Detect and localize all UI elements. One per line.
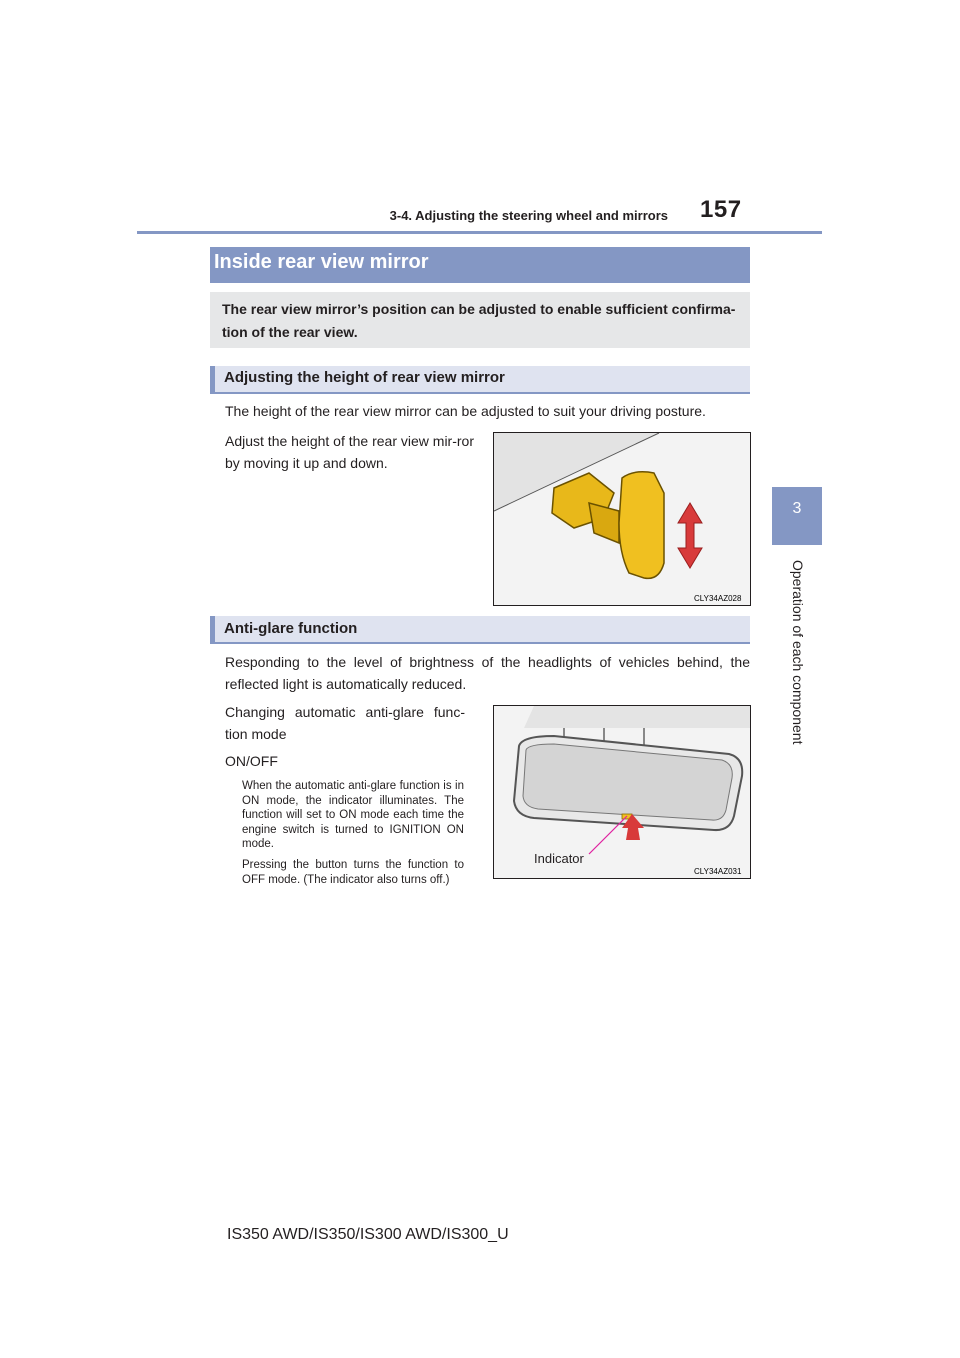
antiglare-figure: [493, 705, 751, 879]
page-title: Inside rear view mirror: [214, 251, 429, 273]
intro-text: The rear view mirror’s position can be adjusted to enable sufficient confirma-tion of the rear view.: [222, 301, 736, 340]
svg-text:CLY34AZ031: CLY34AZ031: [694, 867, 742, 876]
onoff-label: ON/OFF: [225, 753, 278, 769]
running-header: 3-4. Adjusting the steering wheel and mirrors: [389, 208, 668, 223]
antiglare-paragraph: Responding to the level of brightness of the headlights of vehicles behind, the reflected light is automatically reduced.: [225, 654, 750, 692]
height-instruction: Adjust the height of the rear view mir-ror by moving it up and down.: [225, 433, 474, 471]
antiglare-illustration: [494, 706, 750, 878]
subheading-accent: [210, 616, 215, 644]
antiglare-mode-label: Changing automatic anti-glare func-tion mode: [225, 704, 465, 742]
subheading-accent: [210, 366, 215, 394]
svg-text:Indicator: Indicator: [534, 851, 584, 866]
chapter-number: 3: [792, 500, 802, 517]
antiglare-note-on: When the automatic anti-glare function is in ON mode, the indicator illuminates. The function will set to ON mode each time the engine switch is turned to IGNITION ON mode.: [242, 780, 464, 850]
model-footer: IS350 AWD/IS350/IS300 AWD/IS300_U: [227, 1226, 509, 1243]
antiglare-note-off: Pressing the button turns the function to OFF mode. (The indicator also turns off.): [242, 859, 464, 886]
mirror-height-illustration: [494, 433, 750, 605]
figure-code-1: [694, 594, 742, 603]
subheading-antiglare: Anti-glare function: [224, 620, 358, 637]
header-rule: [137, 231, 822, 234]
page-number: 157: [700, 196, 742, 223]
chapter-title: Operation of each component: [790, 560, 806, 745]
indicator-callout: [534, 851, 585, 866]
subheading-height: Adjusting the height of rear view mirror: [224, 369, 505, 386]
figure-code-2: [694, 867, 742, 876]
mirror-height-figure: [493, 432, 751, 606]
svg-text:CLY34AZ028: CLY34AZ028: [694, 594, 742, 603]
height-paragraph: The height of the rear view mirror can be adjusted to suit your driving posture.: [225, 403, 706, 419]
